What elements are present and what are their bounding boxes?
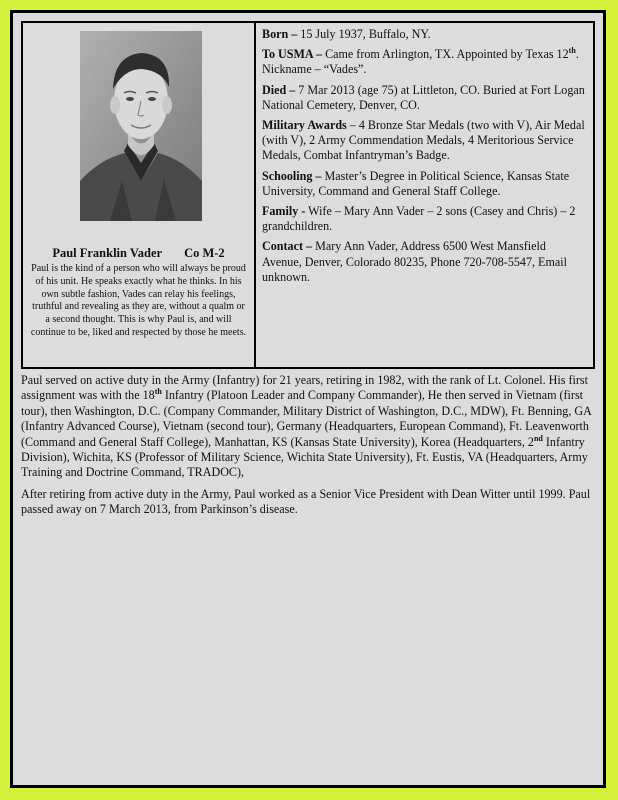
facts-column (256, 23, 593, 367)
died-entry (262, 83, 587, 113)
schooling-entry (262, 169, 587, 199)
usma-nickname: . Nickname – “Vades”. (262, 47, 579, 77)
born-entry (262, 27, 587, 42)
career-paragraph (21, 373, 595, 481)
family-text: Wife – Mary Ann Vader – 2 sons (Casey and Chris) – 2 grandchildren. (262, 204, 576, 234)
usma-label: To USMA – (262, 47, 323, 62)
cadet-name-line (23, 246, 254, 261)
career-text-part2: Infantry (Platoon Leader and Company Commander), He then served in Vietnam (first tour), then Washington, D.C. (Company Commander, Military District of Washington, D.C., MDW), Ft. Benning, GA (Infantry Advanced Course), Vietnam (second tour), Germany (Headquarters, European Command), Ft. Leavenworth (Command and General Staff College), Manhattan, KS (Kansas State University), Korea (Headquarters, 2 (21, 388, 592, 449)
career-text-part3: Infantry Division), Wichita, KS (Professor of Military Science, Wichita State University), Ft. Eustis, VA (Headquarters, Army Training and Doctrine Command, TRADOC), (21, 434, 588, 480)
cadet-name: Paul Franklin Vader (52, 246, 163, 260)
header-section (21, 21, 595, 369)
career-text-part1: Paul served on active duty in the Army (Infantry) for 21 years, retiring in 1982, with the rank of Lt. Colonel. His first assignment was with the 18 (21, 373, 588, 403)
schooling-label: Schooling – (262, 168, 322, 183)
portrait-image (80, 31, 202, 221)
born-text: 15 July 1937, Buffalo, NY. (297, 27, 431, 41)
career-superscript-th: th (154, 387, 162, 397)
family-entry (262, 204, 587, 234)
contact-entry (262, 239, 587, 285)
retirement-paragraph: After retiring from active duty in the Army, Paul worked as a Senior Vice President with Dean Witter until 1999. Paul passed away on 7 March 2013, from Parkinson’s disease. (21, 486, 591, 517)
portrait-photo (80, 31, 202, 221)
page-border (10, 10, 606, 788)
schooling-text: Master’s Degree in Political Science, Kansas State University, Command and General Staff College. (262, 168, 570, 198)
family-label: Family - (262, 204, 306, 219)
cadet-company: Co M-2 (184, 246, 225, 260)
died-label: Died – (262, 82, 296, 97)
contact-text: Mary Ann Vader, Address 6500 West Mansfield Avenue, Denver, Colorado 80235, Phone 720-708-5547, Email unknown. (262, 239, 567, 284)
career-section (21, 373, 595, 524)
page-panel (13, 13, 603, 785)
yearbook-bio: Paul is the kind of a person who will always be proud of his unit. He speaks exactly what he thinks. In his own subtle fashion, Vades can relay his feelings, truthful and revealing as they are, without a qualm or a second thought. This is why Paul is, and will continue to be, liked and respected by those he meets. (30, 263, 247, 338)
usma-entry (262, 47, 587, 77)
portrait-column (23, 23, 256, 367)
usma-superscript: th (568, 46, 576, 56)
died-text: 7 Mar 2013 (age 75) at Littleton, CO. Buried at Fort Logan National Cemetery, Denver, CO. (262, 82, 585, 112)
awards-label: Military Awards (262, 118, 347, 133)
career-superscript-nd: nd (533, 433, 543, 443)
born-label: Born – (262, 27, 298, 41)
awards-text: – 4 Bronze Star Medals (two with V), Air Medal (with V), 2 Army Commendation Medals, 4 Meritorious Service Medals, Combat Infantryman’s Badge. (262, 118, 585, 163)
usma-text: Came from Arlington, TX. Appointed by Texas 12 (322, 47, 569, 62)
awards-entry (262, 118, 587, 164)
contact-label: Contact – (262, 239, 313, 254)
